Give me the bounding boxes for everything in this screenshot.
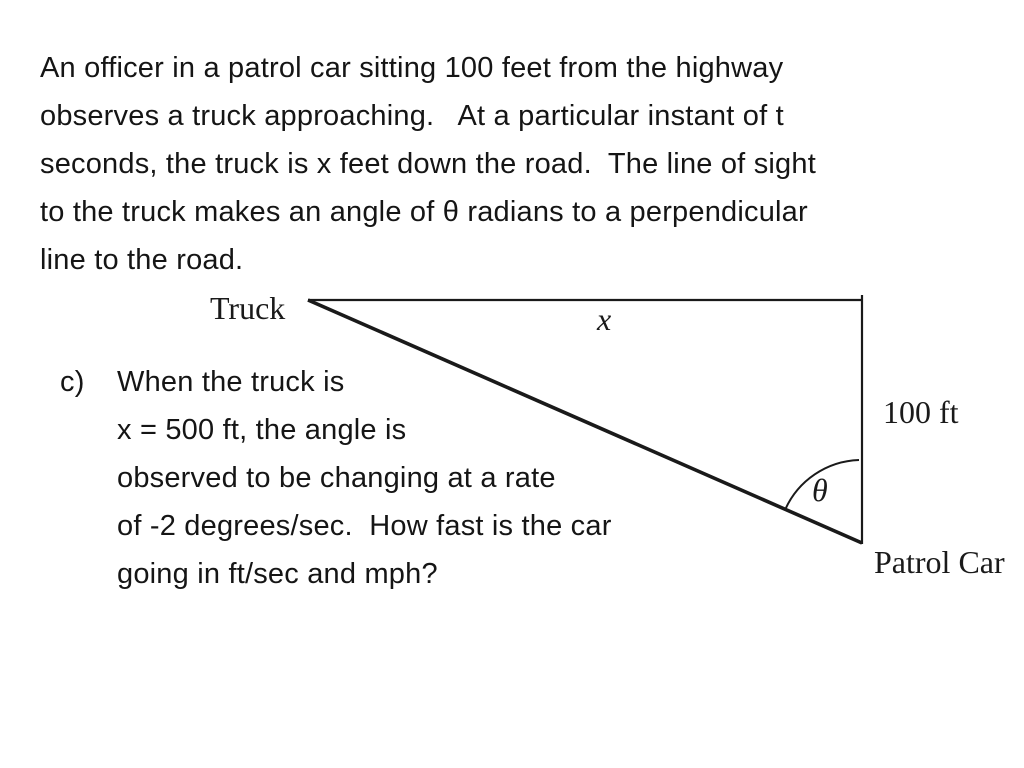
part-c-line: of -2 degrees/sec. How fast is the car <box>117 510 612 542</box>
part-c-marker: c) <box>60 366 85 398</box>
part-c-line: x = 500 ft, the angle is <box>117 414 407 446</box>
problem-line: observes a truck approaching. At a particular instant of t <box>40 100 784 132</box>
part-c-question <box>60 358 777 598</box>
part-c-content <box>117 358 777 598</box>
problem-line: An officer in a patrol car sitting 100 feet from the highway <box>40 52 784 84</box>
part-c-line: observed to be changing at a rate <box>117 462 556 494</box>
part-c-line: When the truck is <box>117 366 345 398</box>
problem-line: line to the road. <box>40 244 244 276</box>
truck-label: Truck <box>210 290 286 326</box>
problem-line: to the truck makes an angle of θ radians to a perpendicular <box>40 196 808 228</box>
theta-angle-label: θ <box>812 472 828 508</box>
part-c-line: going in ft/sec and mph? <box>117 558 438 590</box>
hundred-ft-label: 100 ft <box>883 394 959 430</box>
problem-line: seconds, the truck is x feet down the road. The line of sight <box>40 148 816 180</box>
x-distance-label: x <box>597 301 612 337</box>
patrol-car-label: Patrol Car <box>874 544 1005 580</box>
problem-statement <box>40 44 1015 284</box>
